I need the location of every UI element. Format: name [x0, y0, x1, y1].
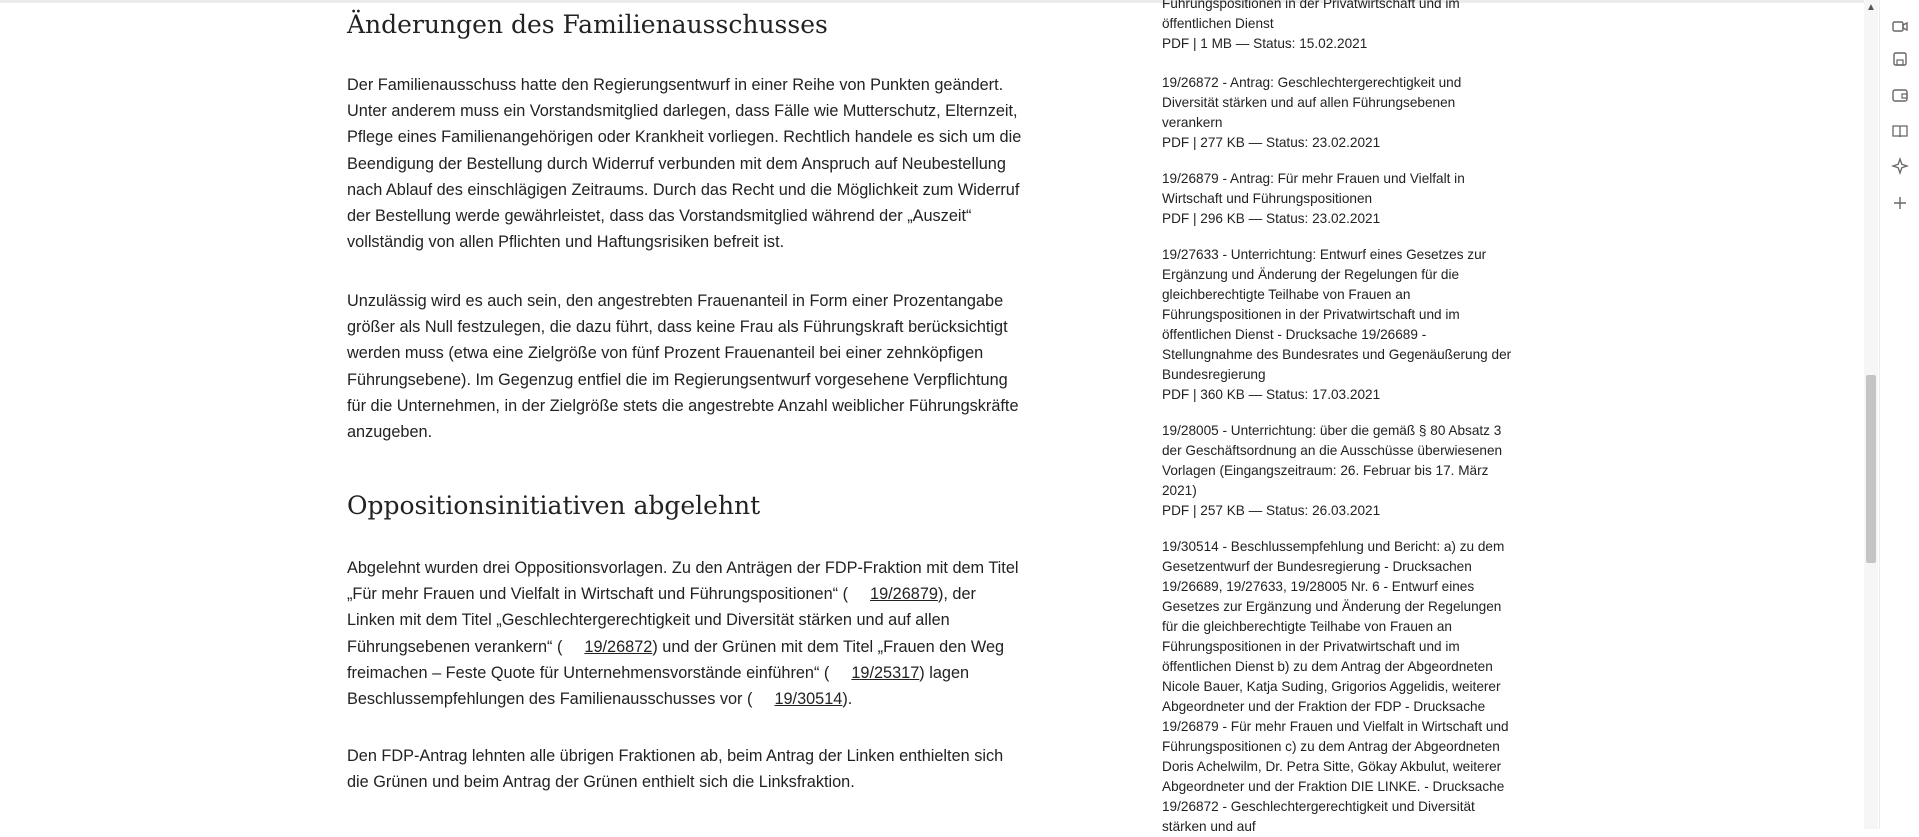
paragraph-2: Unzulässig wird es auch sein, den angestrebten Frauenanteil in Form einer Prozentangabe größer als Null festzulegen, die dazu führt, dass keine Frau als Führungskraft berücksichtigt werden muss (etwa eine Zielgröße von fünf Prozent Frauenanteil bei einer zehnköpfigen Führungsebene). Im Gegenzug entfiel die im Regierungsentwurf vorgesehene Verpflichtung für die Unternehmen, in der Zielgröße stets die angestrebte Anzahl weiblicher Führungskräfte anzugeben.	[347, 292, 1019, 442]
document-item[interactable]	[1162, 245, 1518, 405]
document-meta: PDF | 257 KB — Status: 26.03.2021	[1162, 503, 1381, 518]
paragraph-3-text: ), der Linken mit dem Titel „Geschlechtergerechtigkeit und Diversität stärken und auf allen Führungsebenen verankern“ (	[347, 585, 976, 656]
link-19-25317[interactable]: 19/25317	[851, 663, 920, 682]
document-title: 19/27633 - Unterrichtung: Entwurf eines Gesetzes zur Ergänzung und Änderung der Regelungen für die gleichberechtigte Teilhabe von Frauen an Führungspositionen in der Privatwirtschaft und im öffentlichen Dienst - Drucksache 19/26689 - Stellungnahme des Bundesrates und Gegenäußerung der Bundesregierung	[1162, 247, 1512, 382]
section-heading-changes: Änderungen des Familienausschusses	[347, 10, 828, 39]
link-19-26872[interactable]: 19/26872	[584, 637, 653, 656]
document-item[interactable]	[1162, 421, 1518, 521]
document-title: 19/28005 - Unterrichtung: über die gemäß § 80 Absatz 3 der Geschäftsordnung an die Ausschüsse überwiesenen Vorlagen (Eingangszeitraum: 26. Februar bis 17. März 2021)	[1162, 423, 1503, 498]
link-19-30514[interactable]: 19/30514	[774, 690, 843, 709]
browser-side-rail	[1879, 0, 1919, 829]
document-item[interactable]	[1162, 73, 1518, 153]
top-divider	[0, 0, 1864, 3]
ai-sparkle-icon[interactable]	[1891, 157, 1909, 175]
document-meta: PDF | 1 MB — Status: 15.02.2021	[1162, 36, 1368, 51]
document-item[interactable]	[1162, 169, 1518, 229]
document-title: 19/26872 - Antrag: Geschlechtergerechtigkeit und Diversität stärken und auf allen Führungsebenen verankern	[1162, 75, 1462, 130]
document-meta: PDF | 277 KB — Status: 23.02.2021	[1162, 135, 1381, 150]
link-19-26879[interactable]: 19/26879	[870, 585, 938, 604]
document-meta: PDF | 360 KB — Status: 17.03.2021	[1162, 387, 1381, 402]
scrollbar-thumb[interactable]	[1866, 375, 1876, 563]
document-item[interactable]	[1162, 537, 1518, 837]
document-title: 19/30514 - Beschlussempfehlung und Bericht: a) zu dem Gesetzentwurf der Bundesregierung - Drucksachen 19/26689, 19/27633, 19/28005 Nr. 6 - Entwurf eines Gesetzes zur Ergänzung und Änderung der Regelungen für die gleichberechtigte Teilhabe von Frauen an Führungspositionen in der Privatwirtschaft und im öffentlichen Dienst b) zu dem Antrag der Abgeordneten Nicole Bauer, Katja Suding, Grigorios Aggelidis, weiterer Abgeordneter und der Fraktion der FDP - Drucksache 19/26879 - Für mehr Frauen und Vielfalt in Wirtschaft und Führungspositionen c) zu dem Antrag der Abgeordneten Doris Achelwilm, Dr. Petra Sitte, Gökay Akbulut, weiterer Abgeordneter und der Fraktion DIE LINKE. - Drucksache 19/26872 - Geschlechtergerechtigkeit und Diversität stärken und auf	[1162, 539, 1509, 834]
document-meta: PDF | 296 KB — Status: 23.02.2021	[1162, 211, 1381, 226]
paragraph-3	[347, 555, 1023, 712]
reader-icon[interactable]	[1891, 122, 1909, 140]
paragraph-3-text: ).	[842, 690, 853, 709]
document-title: 19/26879 - Antrag: Für mehr Frauen und Vielfalt in Wirtschaft und Führungspositionen	[1162, 171, 1465, 206]
paragraph-4: Den FDP-Antrag lehnten alle übrigen Fraktionen ab, beim Antrag der Linken enthielten sich die Grünen und beim Antrag der Grünen enthielt sich die Linksfraktion.	[347, 747, 1004, 792]
scroll-up-arrow-icon[interactable]: ▲	[1866, 2, 1876, 13]
add-icon[interactable]	[1891, 194, 1909, 212]
paragraph-3-text: Abgelehnt wurden drei Oppositionsvorlagen. Zu den Anträgen der FDP-Fraktion mit dem Titel „Für mehr Frauen und Vielfalt in Wirtschaft und Führungspositionen“ (	[347, 559, 1019, 604]
paragraph-1: Der Familienausschuss hatte den Regierungsentwurf in einer Reihe von Punkten geändert. Unter anderem muss ein Vorstandsmitglied darlegen, dass Fälle wie Mutterschutz, Elternzeit, Pflege eines Familienangehörigen oder Krankheit vorliegen. Rechtlich handele es sich um die Beendigung der Bestellung durch Widerruf verbunden mit dem Anspruch auf Neubestellung nach Ablauf des einschlägigen Zeitraums. Durch das Recht und die Möglichkeit zum Widerruf der Bestellung werde gewährleistet, dass das Vorstandsmitglied während der „Auszeit“ vollständig von allen Pflichten und Haftungsrisiken befreit ist.	[347, 76, 1022, 252]
document-item[interactable]	[1162, 0, 1518, 54]
paragraph-3-text: ) lagen Beschlussempfehlungen des Familienausschusses vor (	[347, 663, 970, 709]
document-title: Führungspositionen in der Privatwirtschaft und im öffentlichen Dienst	[1162, 0, 1460, 31]
section-heading-opposition: Oppositionsinitiativen abgelehnt	[347, 491, 761, 520]
save-icon[interactable]	[1891, 50, 1909, 68]
video-icon[interactable]	[1891, 17, 1909, 35]
paragraph-3-text: ) und der Grünen mit dem Titel „Frauen den Weg freimachen – Feste Quote für Unternehmensvorstände einführen“ (	[347, 637, 1005, 682]
wallet-icon[interactable]	[1891, 86, 1909, 104]
